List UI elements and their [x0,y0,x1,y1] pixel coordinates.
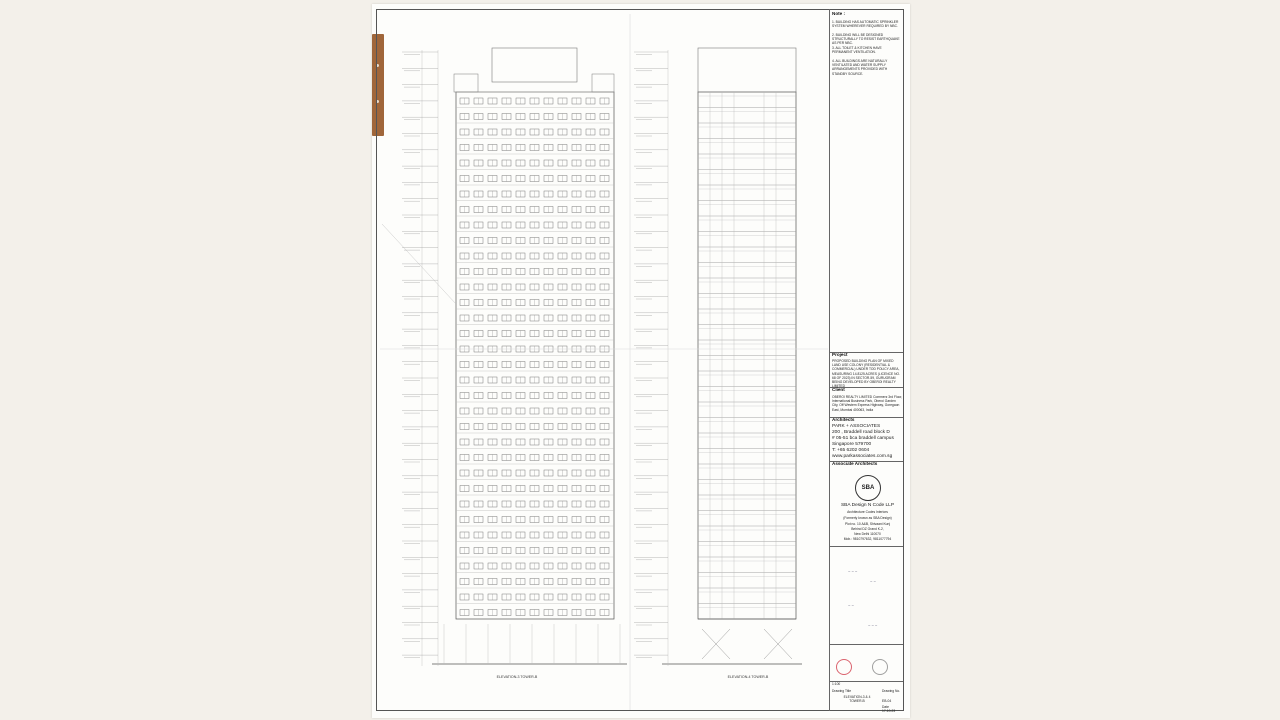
associate-tagline: Architecture Codes Interiors [847,510,888,514]
date-value: 17-10-23 [882,709,896,713]
signature-scribble-1: ~ ~ ~ [848,569,858,574]
project-heading: Project [832,352,848,357]
associate-mobile: Mob.: 9810797632, 9811077794 [843,537,892,541]
architects-address-1: 200 , Braddell road block D [832,430,890,435]
leader-line [382,224,456,304]
roof-block-left [454,74,478,92]
architects-phone: T: +65 6202 0604 [832,448,870,453]
title-block [829,9,904,711]
scale-value: 1:100 [832,682,841,686]
drawing-number-value: EB-04 [882,699,892,703]
client-text: OBEROI REALTY LIMITED Commerz 3rd Floor, International Business Park, Oberoi Garden City, Off Western Express Highway, Goregaon East, Mumbai 400063, India [832,395,903,412]
associate-name: SBA Design N Code LLP [840,503,895,508]
roof-block-right [592,74,614,92]
right-roof-block [698,48,796,92]
note-4: 4. ALL BUILDINGS ARE NATURALLY VENTILATED AND WATER SUPPLY ARRANGEMENTS PROVIDED WITH STANDBY SOURCE. [832,59,888,76]
client-heading: Client [832,387,845,392]
right-elevation-caption: ELEVATION-4 TOWER-B [727,675,769,679]
drawing-title-value: ELEVATION-3 & 4 TOWER-B [843,695,871,704]
associate-formerly: (Formerly known as SBA Design) [843,516,892,520]
project-text: PROPOSED BUILDING PLAN OF MIXED LAND USE COLONY (RESIDENTIAL & COMMERCIAL) UNDER TOD POLICY AREA, MEASURING 14.8125 ACRES (LICENCE NO. 68 OF 2023) IN SECTOR-59, GURUGRAM BEING DEVELOPED BY OBEROI REALTY LIMITED [832,359,900,389]
associate-address-3: New Delhi 110070 [854,532,881,536]
roof-crown [492,48,577,82]
signature-scribble-4: ~ ~ ~ [868,623,878,628]
drawing-sheet [372,4,910,718]
architects-web: www.parkassociates.com.sg [832,454,893,459]
official-stamp-2 [872,659,888,675]
signature-scribble-2: ~ ~ [870,579,876,584]
architects-name: PARK + ASSOCIATES [832,424,881,429]
notes-heading: Note : [832,11,846,16]
official-stamp-1 [836,659,852,675]
architects-heading: Architects [832,417,855,422]
date-label: Date [882,705,889,709]
architects-address-2: # 05-51 bca braddell campus [832,436,894,441]
signature-scribble-3: ~ ~ [848,603,854,608]
associate-address-1: Plot no. 10 A&B, Shivaani Kunj [844,522,891,526]
architects-address-3: Singapore 579700 [832,442,872,447]
sba-logo: SBA [855,475,881,501]
note-1: 1. BUILDING HAS AUTOMATIC SPRINKLER SYSTEM WHEREVER REQUIRED BY NBC. [832,20,899,29]
associate-heading: Associate Architects [832,461,878,466]
drawing-title-label: Drawing Title [832,689,852,693]
note-2: 2. BUILDING WILL BE DESIGNED STRUCTURALLY TO RESIST EARTHQUAKE AS PER NBC. [832,33,900,46]
drawing-number-label: Drawing No. [882,689,901,693]
associate-address-2: Behind DZ Grand K-2, [851,527,884,531]
left-elevation-caption: ELEVATION-3 TOWER-B [496,675,538,679]
note-3: 3. ALL TOILET & KITCHEN HAVE PERMANENT VENTILATION. [832,46,882,55]
